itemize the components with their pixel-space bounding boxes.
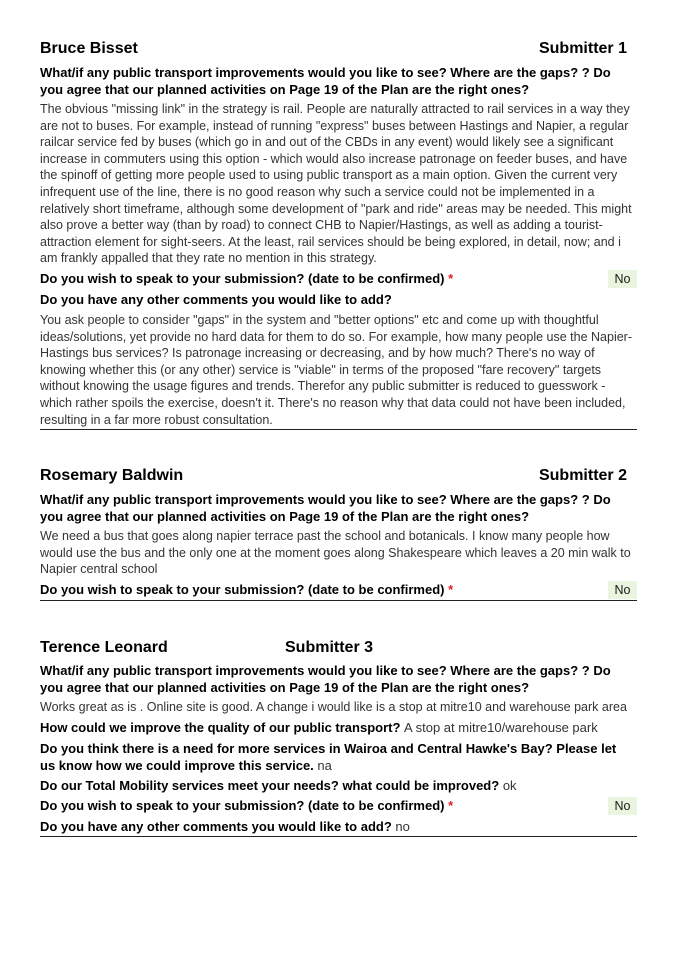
question-improvements: What/if any public transport improvements would you like to see? Where are the gaps? ? Do you agree that our planned activities on Page 19 of the Plan are the right ones? <box>40 492 611 524</box>
question-wairoa-text: Do you think there is a need for more services in Wairoa and Central Hawke's Bay? Please let us know how we could improve this service. <box>40 741 617 773</box>
submitter-label: Submitter 2 <box>538 467 627 484</box>
question-speak-text: Do you wish to speak to your submission? (date to be confirmed) <box>40 271 445 286</box>
answer-speak: No <box>608 270 637 288</box>
question-improvements: What/if any public transport improvements would you like to see? Where are the gaps? ? Do you agree that our planned activities on Page 19 of the Plan are the right ones? <box>40 65 611 97</box>
question-speak <box>40 581 580 598</box>
question-quality <box>40 719 630 736</box>
question-speak-text: Do you wish to speak to your submission? (date to be confirmed) <box>40 582 445 597</box>
question-other <box>40 818 630 835</box>
question-mobility <box>40 777 630 794</box>
required-marker: * <box>448 582 454 597</box>
question-other-text: Do you have any other comments you would like to add? <box>40 819 392 834</box>
divider <box>40 429 637 430</box>
answer-improvements: The obvious "missing link" in the strategy is rail. People are naturally attracted to rail services in a way they are not to buses. For example, instead of running "express" buses between Hastings and Napier, a regular railcar service fed by buses (which go in and out of the CBDs in any event) would likely see a significant increase in commuters using this option - which would also increase patronage on feeder buses, and have the spinoff of getting more people used to using public transport as a main option. Given the current very infrequent use of the line, there is no good reason why such a service could not be implemented in a relatively short timeframe, although some development of "park and ride" areas may be needed. This might also prove a better way (than by road) to connect CHB to Napier/Hastings, as well as adding a tourist-attraction element for sight-seers. At the least, rail services should be being explored, in detail, now; and i am frankly appalled that they rate no mention in this strategy. <box>40 102 632 266</box>
answer-mobility: ok <box>502 778 517 793</box>
question-improvements: What/if any public transport improvements would you like to see? Where are the gaps? ? Do you agree that our planned activities on Page 19 of the Plan are the right ones? <box>40 663 611 695</box>
answer-quality: A stop at mitre10/warehouse park <box>404 720 598 735</box>
submitter-name: Terence Leonard <box>40 639 168 656</box>
required-marker: * <box>448 271 454 286</box>
question-speak-text: Do you wish to speak to your submission? (date to be confirmed) <box>40 798 445 813</box>
submitter-label: Submitter 3 <box>285 639 374 656</box>
question-other: Do you have any other comments you would like to add? <box>40 292 392 307</box>
answer-wairoa: na <box>317 758 332 773</box>
submitter-label: Submitter 1 <box>538 40 627 57</box>
answer-other: no <box>395 819 410 834</box>
answer-speak: No <box>608 797 637 815</box>
question-quality-text: How could we improve the quality of our public transport? <box>40 720 401 735</box>
divider <box>40 600 637 601</box>
answer-improvements: We need a bus that goes along napier terrace past the school and botanicals. I know many people how would use the bus and the only one at the moment goes along Shakespeare which leaves a 20 min walk to Napier central school <box>40 529 631 577</box>
question-mobility-text: Do our Total Mobility services meet your needs? what could be improved? <box>40 778 500 793</box>
question-speak <box>40 797 580 814</box>
answer-improvements: Works great as is . Online site is good. A change i would like is a stop at mitre10 and warehouse park area <box>40 700 627 714</box>
divider <box>40 836 637 837</box>
answer-other: You ask people to consider "gaps" in the system and "better options" etc and come up with thoughtful ideas/solutions, yet provide no hard data for them to do so. For example, how many people use the Napier-Hastings bus services? Is patronage increasing or decreasing, and by how much? There's no way of knowing whether this (or any other) service is "viable" in terms of the proposed "fare recovery" targets without knowing the usage figures and trends. Therefor any public submitter is reduced to guesswork - which rather spoils the exercise, doesn't it. There's no reason why that data could not have been included, resulting in a far more robust consultation. <box>40 313 632 427</box>
question-speak <box>40 270 580 287</box>
question-wairoa <box>40 740 630 774</box>
submitter-name: Bruce Bisset <box>40 40 138 57</box>
required-marker: * <box>448 798 454 813</box>
submitter-name: Rosemary Baldwin <box>40 467 184 484</box>
answer-speak: No <box>608 581 637 599</box>
